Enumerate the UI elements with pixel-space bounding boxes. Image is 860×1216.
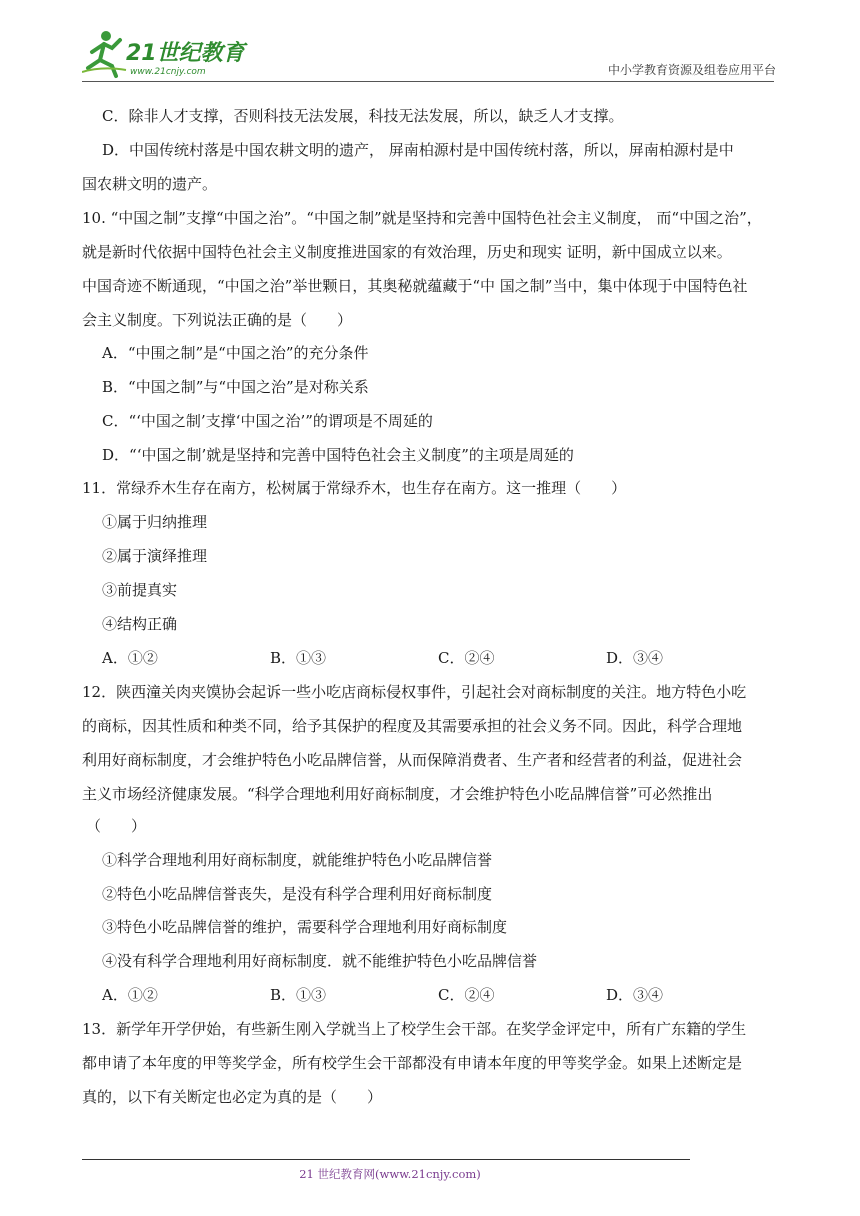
option-b: B．①③ xyxy=(270,986,327,1004)
text-line: （ ） xyxy=(86,817,147,835)
text-line: D．“‘中国之制’就是坚持和完善中国特色社会主义制度”的主项是周延的 xyxy=(102,446,574,464)
text-line: 会主义制度。下列说法正确的是（ ） xyxy=(82,311,353,329)
text-line: 13．新学年开学伊始，有些新生刚入学就当上了校学生会干部。在奖学金评定中，所有广东籍的学生 xyxy=(82,1020,747,1038)
text-line: 12．陕西潼关肉夹馍协会起诉一些小吃店商标侵权事件，引起社会对商标制度的关注。地方特色小吃 xyxy=(82,683,747,701)
text-line: ①科学合理地利用好商标制度，就能维护特色小吃品牌信誉 xyxy=(102,851,493,869)
option-c: C．②④ xyxy=(438,649,495,667)
text-line: 利用好商标制度，才会维护特色小吃品牌信誉，从而保障消费者、生产者和经营者的利益，促进社会 xyxy=(82,751,743,769)
option-b: B．①③ xyxy=(270,649,327,667)
text-line: 都申请了本年度的甲等奖学金，所有校学生会干部都没有申请本年度的甲等奖学金。如果上述断定是 xyxy=(82,1054,743,1072)
footer-divider xyxy=(82,1159,690,1160)
page-header xyxy=(82,26,776,82)
text-line: ④没有科学合理地利用好商标制度．就不能维护特色小吃品牌信誉 xyxy=(102,952,538,970)
option-a: A．①② xyxy=(102,986,158,1004)
text-line: C．除非人才支撑，否则科技无法发展，科技无法发展，所以，缺乏人才支撑。 xyxy=(102,107,624,125)
text-line: 10. “中国之制”支撑“中国之治”。“中国之制”就是坚持和完善中国特色社会主义制度， 而“中国之治”， xyxy=(82,209,762,227)
option-a: A．①② xyxy=(102,649,158,667)
text-line: ③特色小吃品牌信誉的维护，需要科学合理地利用好商标制度 xyxy=(102,918,508,936)
svg-text:21世纪教育: 21世纪教育 xyxy=(126,41,245,66)
footer-text: 21 世纪教育网(www.21cnjy.com) xyxy=(299,1167,481,1181)
site-logo xyxy=(82,26,252,80)
text-line: 11．常绿乔木生存在南方，松树属于常绿乔木，也生存在南方。这一推理（ ） xyxy=(82,479,627,497)
text-line: 真的，以下有关断定也必定为真的是（ ） xyxy=(82,1088,383,1106)
text-line: ④结构正确 xyxy=(102,615,178,633)
text-line: ③前提真实 xyxy=(102,581,178,599)
svg-text:www.21cnjy.com: www.21cnjy.com xyxy=(130,67,206,77)
text-line: C．“‘中国之制’支撑‘中国之治’”的谓项是不周延的 xyxy=(102,412,433,430)
text-line: ②属于演绎推理 xyxy=(102,547,208,565)
text-line: A．“中围之制”是“中国之治”的充分条件 xyxy=(102,344,369,362)
text-line: 中国奇迹不断通现，“中国之治”举世颗日，其奥秘就蕴藏于“中 国之制”当中，集中体现于中国特色社 xyxy=(82,277,748,295)
text-line: 的商标，因其性质和种类不同，给予其保护的程度及其需要承担的社会义务不同。因此，科学合理地 xyxy=(82,717,743,735)
option-d: D．③④ xyxy=(606,986,664,1004)
text-line: ②特色小吃品牌信誉丧失，是没有科学合理利用好商标制度 xyxy=(102,885,493,903)
text-line: 就是新时代依据中国特色社会主义制度推进国家的有效治理，历史和现实 证明，新中国成立以来。 xyxy=(82,243,732,261)
option-c: C．②④ xyxy=(438,986,495,1004)
header-divider xyxy=(82,81,774,82)
text-line: B．“中国之制”与“中国之治”是对称关系 xyxy=(102,378,369,396)
text-line: 国农耕文明的遗产。 xyxy=(82,175,218,193)
platform-name: 中小学教育资源及组卷应用平台 xyxy=(607,63,776,77)
option-d: D．③④ xyxy=(606,649,664,667)
text-line: 主义市场经济健康发展。“科学合理地利用好商标制度，才会维护特色小吃品牌信誉”可必然推出 xyxy=(82,785,713,803)
text-line: D．中国传统村落是中国农耕文明的遗产， 屏南柏源村是中国传统村落，所以，屏南柏源村是中 xyxy=(102,141,734,159)
text-line: ①属于归纳推理 xyxy=(102,513,208,531)
